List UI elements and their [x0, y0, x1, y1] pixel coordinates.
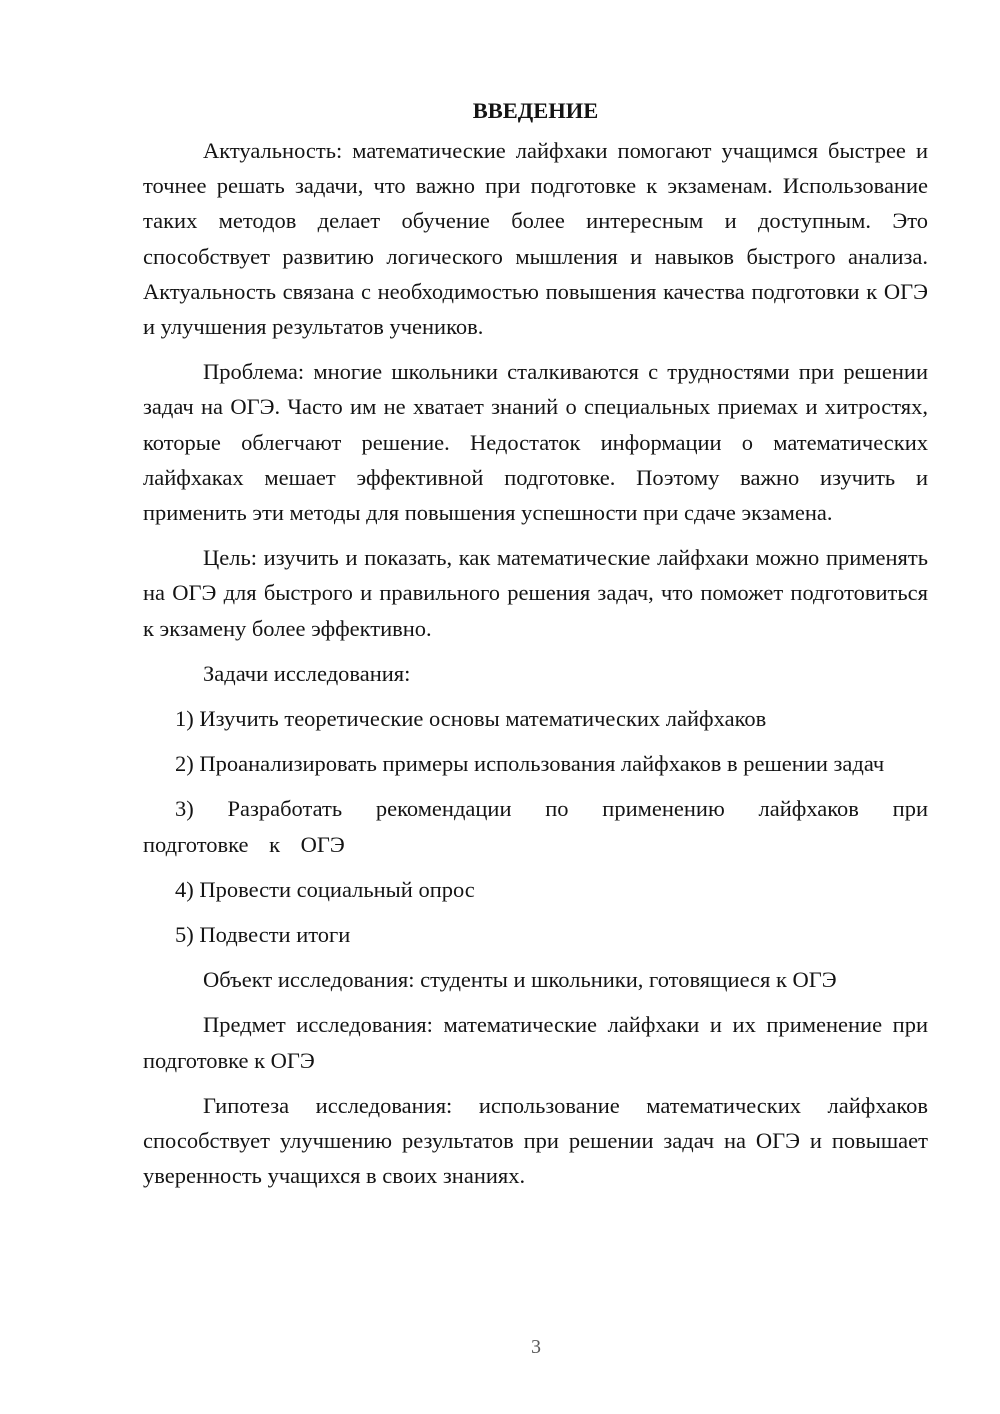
task-item: 4) Провести социальный опрос [175, 876, 475, 902]
hypothesis-paragraph: Гипотеза исследования: использование математических лайфхаков способствует улучшению результатов при решении задач на ОГЭ и повышает уверенность учащихся в своих знаниях. [143, 1092, 928, 1189]
task-item: 5) Подвести итоги [175, 922, 351, 948]
object-paragraph: Объект исследования: студенты и школьники, готовящиеся к ОГЭ [203, 967, 837, 993]
subject-paragraph: Предмет исследования: математические лайфхаки и их применение при подготовке к ОГЭ [143, 1012, 928, 1073]
goal-paragraph: Цель: изучить и показать, как математические лайфхаки можно применять на ОГЭ для быстрого и правильного решения задач, что поможет подготовиться к экзамену более эффективно. [143, 545, 928, 641]
task-item: 3) Разработать рекомендации по применению лайфхаков при подготовке к ОГЭ [143, 796, 928, 857]
problem-paragraph: Проблема: многие школьники сталкиваются с трудностями при решении задач на ОГЭ. Часто им не хватает знаний о специальных приемах и хитростях, которые облегчают решение. Недостаток информации о математических лайфхаках мешает эффективной подготовке. Поэтому важно изучить и применить эти методы для повышения успешности при сдаче экзамена. [143, 359, 928, 526]
page-number: 3 [531, 1336, 541, 1358]
relevance-paragraph: Актуальность: математические лайфхаки помогают учащимся быстрее и точнее решать задачи, что важно при подготовке к экзаменам. Использование таких методов делает обучение более интересным и доступным. Это способствует развитию логического мышления и навыков быстрого анализа. Актуальность связана с необходимостью повышения качества подготовки к ОГЭ и улучшения результатов учеников. [143, 138, 928, 340]
tasks-title: Задачи исследования: [203, 660, 411, 686]
document-body [143, 93, 928, 1193]
task-item: 2) Проанализировать примеры использования лайфхаков в решении задач [175, 751, 885, 777]
task-item: 1) Изучить теоретические основы математических лайфхаков [175, 706, 767, 732]
section-heading: ВВЕДЕНИЕ [472, 98, 599, 123]
